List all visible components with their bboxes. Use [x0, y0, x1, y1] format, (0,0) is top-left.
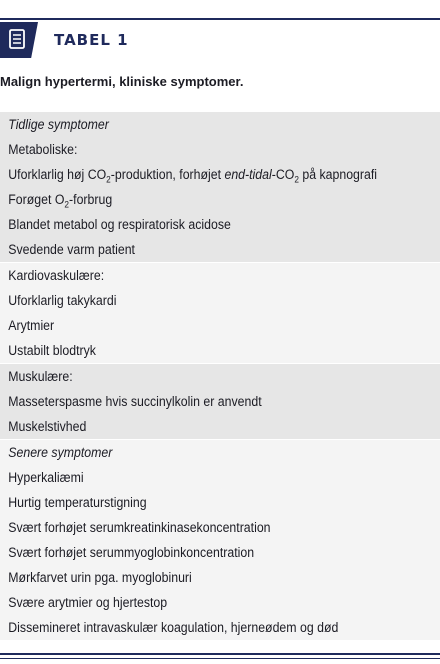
section-heading-early: Tidlige symptomer: [8, 117, 109, 132]
row-text: -CO: [271, 167, 295, 182]
subscript: 2: [106, 174, 111, 185]
table-caption: Malign hypertermi, kliniske symptomer.: [0, 74, 244, 89]
row-text: på kapnografi: [298, 167, 378, 182]
row-text: -forbrug: [69, 192, 113, 207]
table-row: Svært forhøjet serumkreatinkinasekoncentration: [8, 520, 271, 535]
group-label-metabolic: Metaboliske:: [8, 142, 78, 157]
row-text: Uforklarlig høj CO: [8, 167, 107, 182]
table-row: Mørkfarvet urin pga. myoglobinuri: [8, 570, 192, 585]
table-row-co2: [0, 162, 405, 187]
table-row: Arytmier: [8, 318, 55, 333]
table-title: TABEL 1: [54, 31, 129, 49]
document-list-icon: [9, 29, 25, 49]
table-row: Svært forhøjet serummyoglobinkoncentration: [8, 545, 255, 560]
table-row: Dissemineret intravaskulær koagulation, hjerneødem og død: [8, 620, 339, 635]
table-row: Ustabilt blodtryk: [8, 343, 96, 358]
section-early-metabolic: [0, 112, 440, 262]
table-row: Uforklarlig takykardi: [8, 293, 117, 308]
table-badge: [0, 22, 38, 58]
section-cardiovascular: [0, 263, 440, 363]
subscript: 2: [64, 199, 70, 210]
table-row: Blandet metabol og respiratorisk acidose: [8, 217, 231, 232]
section-late: [0, 440, 440, 640]
table-row: Hyperkaliæmi: [8, 470, 84, 485]
row-emphasis: end-tidal: [224, 167, 272, 182]
table-row: Svære arytmier og hjertestop: [8, 595, 168, 610]
table-row: Muskelstivhed: [8, 419, 87, 434]
table-row: Masseterspasme hvis succinylkolin er anvendt: [8, 394, 262, 409]
table-row-o2: [0, 187, 405, 212]
table-row: Hurtig temperaturstigning: [8, 495, 147, 510]
bottom-rule-thin: [0, 658, 440, 659]
row-text: Forøget O: [8, 192, 65, 207]
symptom-table: [0, 112, 440, 640]
table-row: Svedende varm patient: [8, 242, 135, 257]
section-heading-late: Senere symptomer: [8, 445, 113, 460]
group-label-cardiovascular: Kardiovaskulære:: [8, 268, 105, 283]
section-muscular: [0, 364, 440, 439]
bottom-rule: [0, 653, 440, 655]
top-rule: [0, 18, 440, 20]
subscript: 2: [294, 174, 299, 185]
group-label-muscular: Muskulære:: [8, 369, 73, 384]
row-text: -produktion, forhøjet: [110, 167, 225, 182]
